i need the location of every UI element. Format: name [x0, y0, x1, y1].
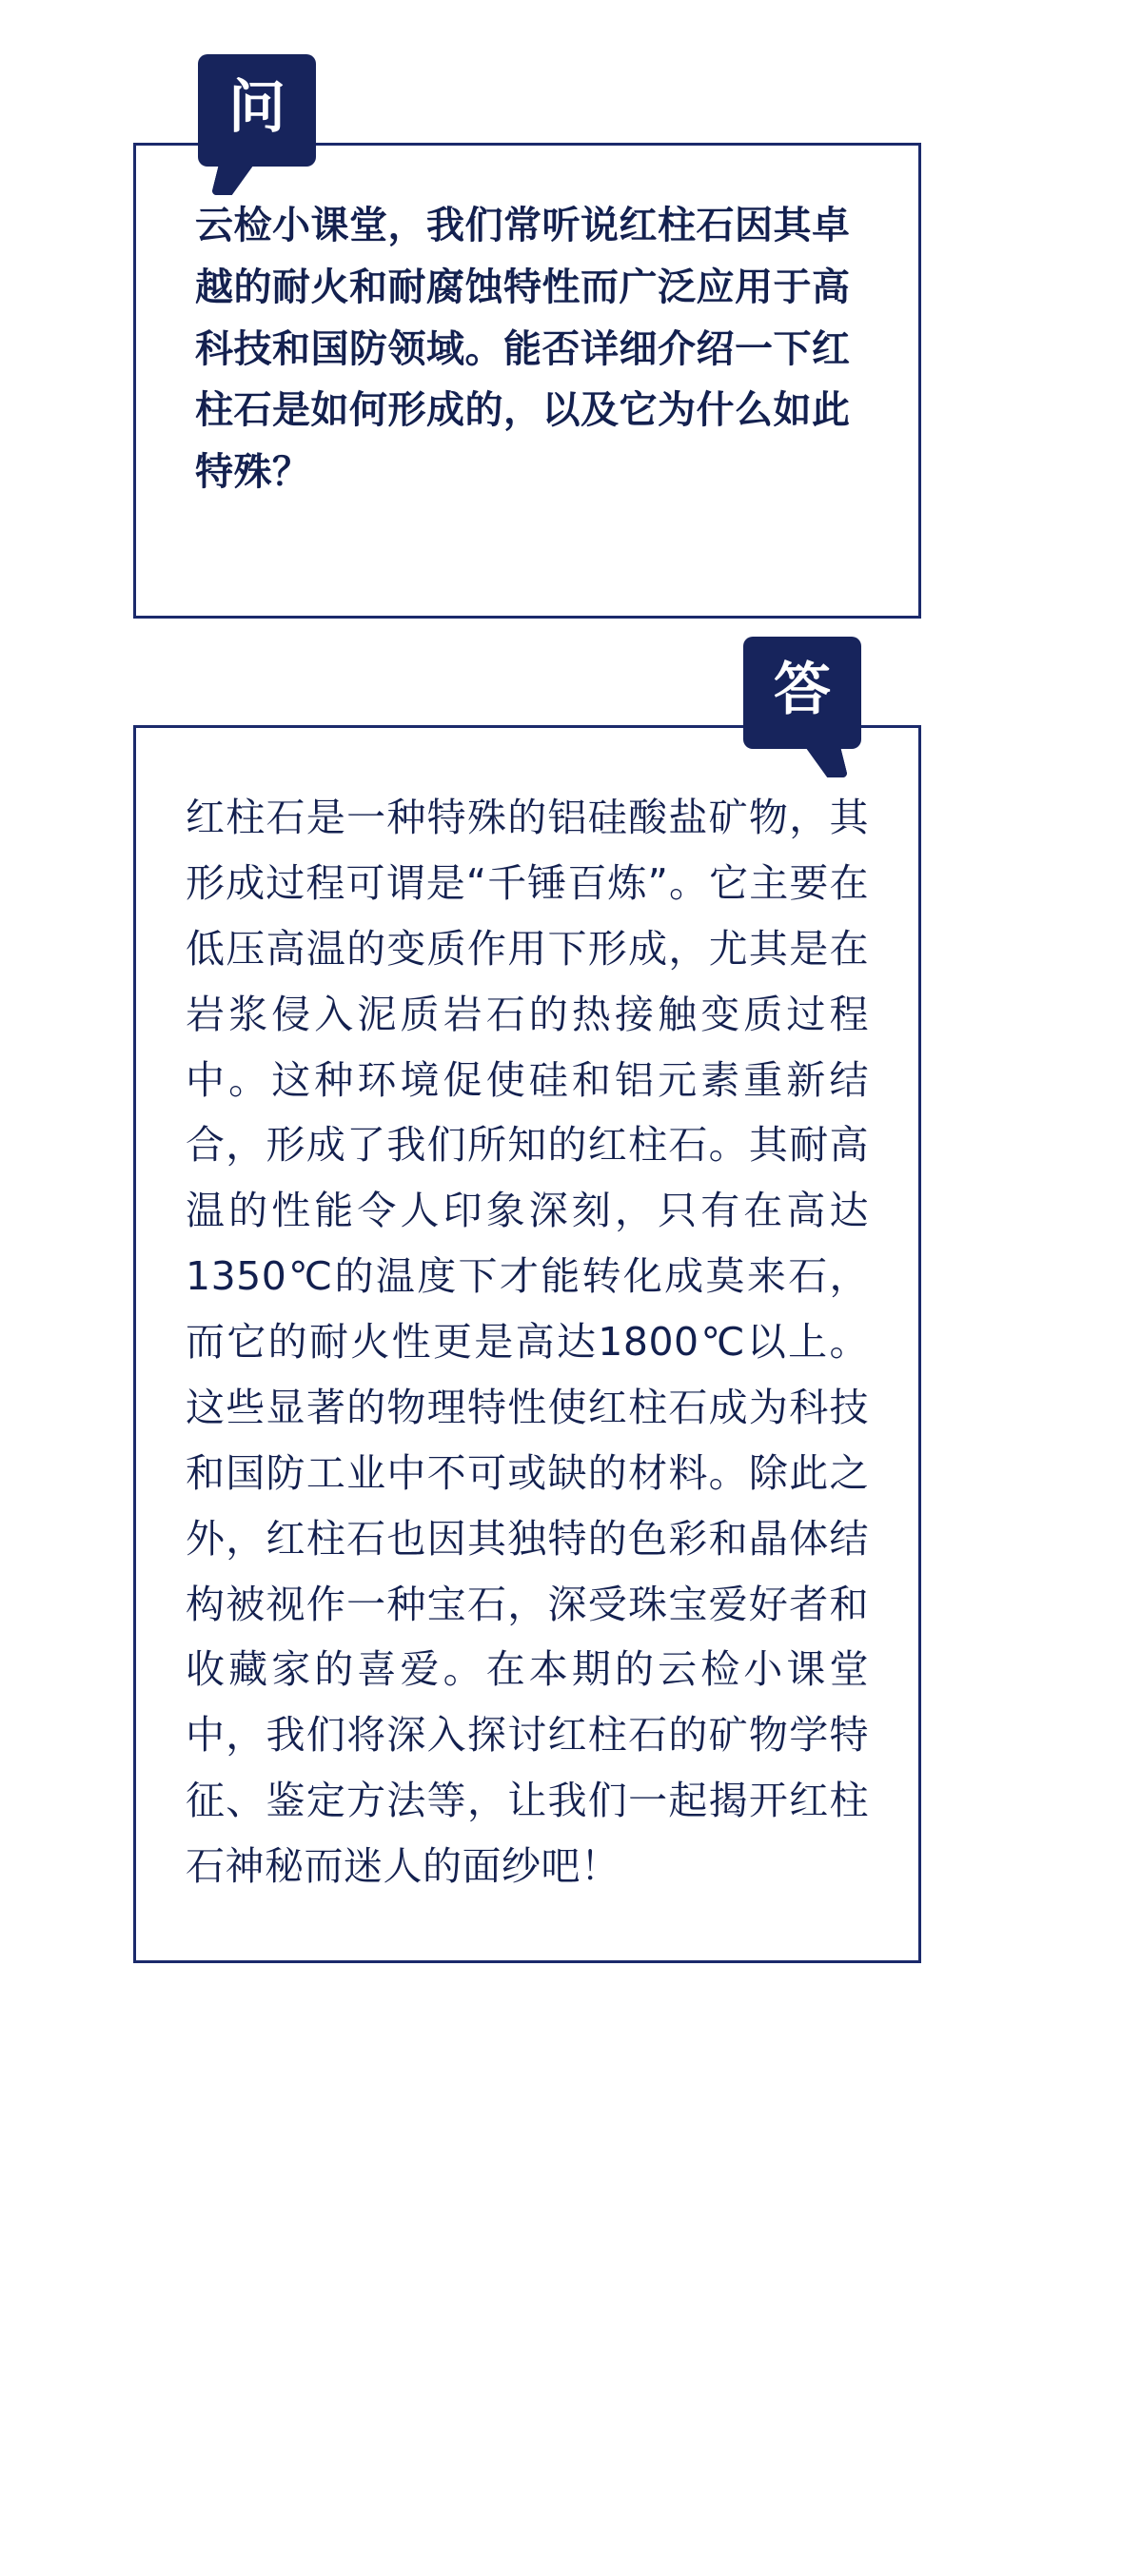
question-bubble-icon: [198, 54, 316, 167]
answer-tag-label: 答: [774, 657, 831, 723]
question-tag-label: 问: [228, 74, 285, 141]
question-block: [133, 74, 921, 619]
question-text: 云检小课堂，我们常听说红柱石因其卓越的耐火和耐腐蚀特性而广泛应用于高科技和国防领域。能否详细介绍一下红柱石是如何形成的，以及它为什么如此特殊？: [195, 204, 851, 495]
answer-block: [133, 657, 921, 1963]
answer-text: 红柱石是一种特殊的铝硅酸盐矿物，其形成过程可谓是“千锤百炼”。它主要在低压高温的变质作用下形成，尤其是在岩浆侵入泥质岩石的热接触变质过程中。这种环境促使硅和铝元素重新结合，形成了我们所知的红柱石。其耐高温的性能令人印象深刻，只有在高达1350℃的温度下才能转化成莫来石，而它的耐火性更是高达1800℃以上。这些显著的物理特性使红柱石成为科技和国防工业中不可或缺的材料。除此之外，红柱石也因其独特的色彩和晶体结构被视作一种宝石，深受珠宝爱好者和收藏家的喜爱。在本期的云检小课堂中，我们将深入探讨红柱石的矿物学特征、鉴定方法等，让我们一起揭开红柱石神秘而迷人的面纱吧！: [186, 795, 869, 1889]
answer-frame: [133, 657, 921, 1963]
question-frame: [133, 74, 921, 619]
answer-bubble-icon: [743, 637, 861, 749]
